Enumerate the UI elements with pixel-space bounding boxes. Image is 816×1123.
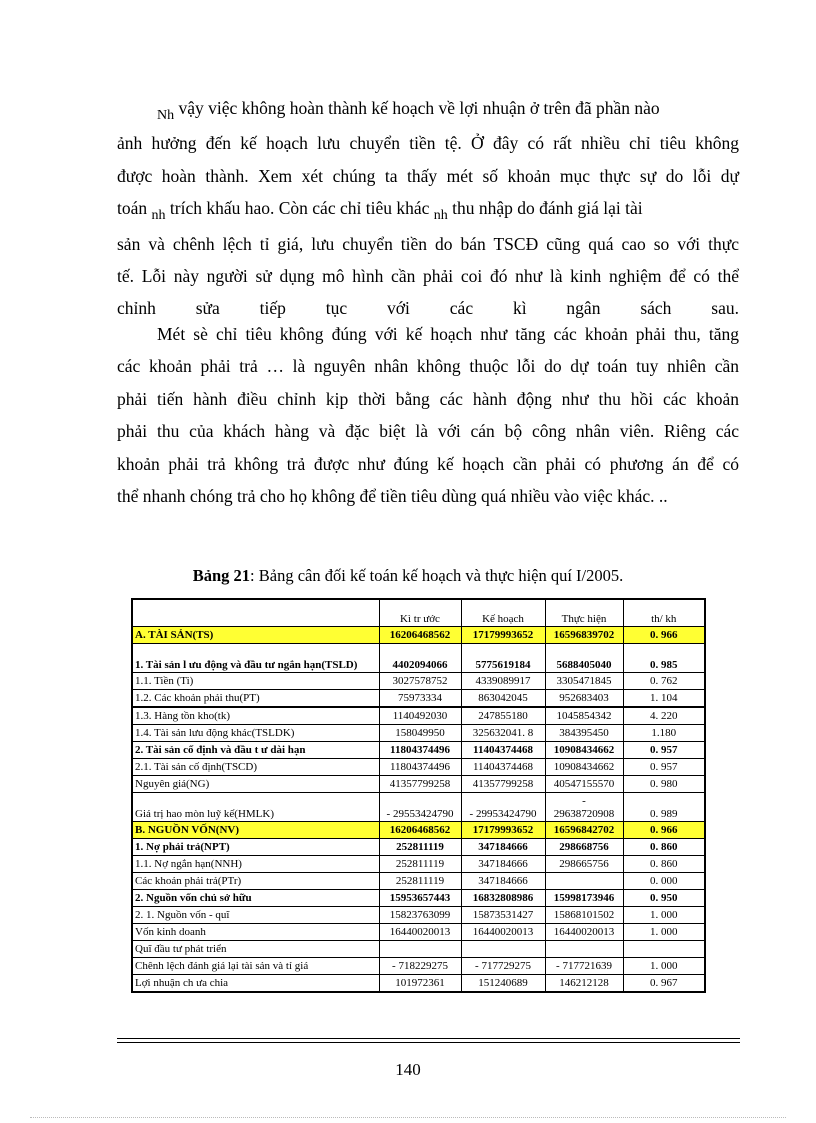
balance-sheet-table [131, 598, 706, 993]
value-cell: 11404374468 [461, 742, 545, 759]
table-caption [0, 566, 816, 586]
value-cell: 41357799258 [461, 776, 545, 793]
header-cell: Kì tr ước [379, 599, 461, 627]
table-row [132, 907, 705, 924]
value-cell: 11804374496 [379, 759, 461, 776]
table-row [132, 958, 705, 975]
value-cell: 0. 980 [623, 776, 705, 793]
value-cell: 16832808986 [461, 890, 545, 907]
value-cell [461, 941, 545, 958]
footer-rule-top [117, 1038, 740, 1039]
paragraph-1-line-2: ảnh hưởng đến kế hoạch lưu chuyển tiền tệ. Ở đây có rất nhiều chỉ tiêu không [117, 133, 739, 154]
table-row [132, 707, 705, 725]
header-cell [132, 599, 379, 627]
caption-text: : Bảng cân đối kế toán kế hoạch và thực hiện quí I/2005. [250, 566, 624, 585]
value-cell: 5775619184 [461, 644, 545, 673]
row-label-cell: 1.2. Các khoản phải thu(PT) [132, 690, 379, 708]
value-cell: 15873531427 [461, 907, 545, 924]
table-header-row [132, 599, 705, 627]
value-cell: 146212128 [545, 975, 623, 993]
row-label-cell: 1.1. Nợ ngắn hạn(NNH) [132, 856, 379, 873]
row-label-cell: 1.4. Tài sản lưu động khác(TSLDK) [132, 725, 379, 742]
paragraph-1-line-7: chỉnh sửa tiếp tục với các kì ngân sách sau. [117, 298, 739, 319]
glyph-nh: nh [433, 208, 448, 224]
header-cell: Kế hoạch [461, 599, 545, 627]
footer-rule-bottom [117, 1042, 740, 1043]
value-cell: 0. 966 [623, 627, 705, 644]
value-cell: 952683403 [545, 690, 623, 708]
value-cell: 298668756 [545, 839, 623, 856]
value-cell: 1045854342 [545, 707, 623, 725]
value-cell: 347184666 [461, 856, 545, 873]
value-cell: 17179993652 [461, 627, 545, 644]
value-cell: 384395450 [545, 725, 623, 742]
paragraph-1-line-6: tế. Lỗi này người sử dụng mô hình cần phải coi đó như là kinh nghiệm để có thể [117, 266, 739, 287]
value-cell: 0. 989 [623, 793, 705, 822]
value-cell: 16596842702 [545, 822, 623, 839]
table-body [132, 599, 705, 992]
row-label-cell: 2. 1. Nguồn vốn - quĩ [132, 907, 379, 924]
row-label-cell: 1.3. Hàng tồn kho(tk) [132, 707, 379, 725]
value-cell: 10908434662 [545, 759, 623, 776]
table-row [132, 793, 705, 822]
table-row [132, 975, 705, 993]
value-cell: 1. 000 [623, 924, 705, 941]
value-cell: 1. 104 [623, 690, 705, 708]
row-label-cell: B. NGUỒN VỐN(NV) [132, 822, 379, 839]
value-cell: 3027578752 [379, 673, 461, 690]
paragraph-2-line-4: phải thu của khách hàng và đặc biệt là với cán bộ công nhân viên. Riêng các [117, 421, 739, 442]
value-cell: - 717729275 [461, 958, 545, 975]
row-label-cell: Quĩ đầu tư phát triển [132, 941, 379, 958]
value-cell: 1.180 [623, 725, 705, 742]
value-cell: - 29638720908 [545, 793, 623, 822]
paragraph-2 [117, 318, 739, 512]
paragraph-1-line-1 [117, 92, 739, 127]
table-row [132, 759, 705, 776]
value-cell: 1. 000 [623, 907, 705, 924]
table-row [132, 941, 705, 958]
value-cell: 252811119 [379, 839, 461, 856]
value-cell: 16440020013 [461, 924, 545, 941]
table-row [132, 673, 705, 690]
page-edge-dotted-line [30, 1117, 786, 1118]
table-row [132, 644, 705, 673]
row-label-cell: A. TÀI SẢN(TS) [132, 627, 379, 644]
value-cell: 5688405040 [545, 644, 623, 673]
paragraph-2-line-3: phải tiến hành điều chỉnh kịp thời bằng các hành động như thu hồi các khoản [117, 388, 739, 409]
value-cell: 4. 220 [623, 707, 705, 725]
paragraph-1-line-5: sản và chênh lệch tỉ giá, lưu chuyển tiền do bán TSCĐ cũng quá cao so với thực [117, 233, 739, 254]
table-row [132, 822, 705, 839]
value-cell: 347184666 [461, 873, 545, 890]
value-cell: 75973334 [379, 690, 461, 708]
value-cell: 40547155570 [545, 776, 623, 793]
table-row [132, 776, 705, 793]
paragraph-2-line-5: khoản phải trả không trả được như đúng kế hoạch cần phải có phương án để có [117, 453, 739, 474]
value-cell: 16206468562 [379, 822, 461, 839]
value-cell: 325632041. 8 [461, 725, 545, 742]
value-cell: 15998173946 [545, 890, 623, 907]
value-cell: 10908434662 [545, 742, 623, 759]
value-cell [545, 873, 623, 890]
value-cell: 11404374468 [461, 759, 545, 776]
caption-label: Bảng 21 [192, 566, 251, 585]
value-cell: 0. 950 [623, 890, 705, 907]
value-cell: 252811119 [379, 873, 461, 890]
row-label-cell: Vốn kinh doanh [132, 924, 379, 941]
value-cell: - 718229275 [379, 958, 461, 975]
value-cell: 101972361 [379, 975, 461, 993]
table-row [132, 627, 705, 644]
paragraph-2-line-2: các khoản phải trả … là nguyên nhân không thuộc lỗi do dự toán tuy nhiên cần [117, 356, 739, 377]
paragraph-2-line-1: Mét sè chỉ tiêu không đúng với kế hoạch như tăng các khoản phải thu, tăng [157, 324, 739, 344]
value-cell: 347184666 [461, 839, 545, 856]
value-cell: 16596839702 [545, 627, 623, 644]
value-cell: 0. 957 [623, 742, 705, 759]
value-cell: 0. 000 [623, 873, 705, 890]
table-row [132, 742, 705, 759]
row-label-cell: 1. Tài sản l ưu động và đầu tư ngắn hạn(TSLD) [132, 644, 379, 673]
paragraph-2-line-6: thể nhanh chóng trả cho họ không để tiền tiêu dùng quá nhiều vào việc khác. .. [117, 486, 668, 507]
value-cell [379, 941, 461, 958]
value-cell: 15953657443 [379, 890, 461, 907]
value-cell [545, 941, 623, 958]
value-cell: 16440020013 [379, 924, 461, 941]
glyph-nh: Nh [157, 108, 175, 123]
row-label-cell: 2. Nguồn vốn chủ sở hữu [132, 890, 379, 907]
value-cell: 0. 957 [623, 759, 705, 776]
row-label-cell: Lợi nhuận ch ưa chia [132, 975, 379, 993]
text-run: trích khấu hao. Còn các chỉ tiêu khác [165, 198, 434, 219]
table-row [132, 890, 705, 907]
value-cell: - 717721639 [545, 958, 623, 975]
value-cell: 0. 860 [623, 839, 705, 856]
value-cell: 151240689 [461, 975, 545, 993]
value-cell: 863042045 [461, 690, 545, 708]
value-cell: 15823763099 [379, 907, 461, 924]
value-cell: 0. 762 [623, 673, 705, 690]
row-label-cell: Nguyên giá(NG) [132, 776, 379, 793]
value-cell [623, 941, 705, 958]
table-row [132, 924, 705, 941]
value-cell: 11804374496 [379, 742, 461, 759]
paragraph-1-line-3: được hoàn thành. Xem xét chúng ta thấy mét số khoản mục thực sự do lỗi dự [117, 165, 739, 186]
value-cell: 298665756 [545, 856, 623, 873]
value-cell: 247855180 [461, 707, 545, 725]
header-cell: Thực hiện [545, 599, 623, 627]
table-row [132, 856, 705, 873]
value-cell: - 29953424790 [461, 793, 545, 822]
value-cell: 41357799258 [379, 776, 461, 793]
glyph-nh: nh [151, 208, 166, 224]
value-cell: 15868101502 [545, 907, 623, 924]
value-cell: 0. 985 [623, 644, 705, 673]
row-label-cell: Giá trị hao mòn luỹ kế(HMLK) [132, 793, 379, 822]
value-cell: 16206468562 [379, 627, 461, 644]
table-row [132, 839, 705, 856]
value-cell: 16440020013 [545, 924, 623, 941]
value-cell: 158049950 [379, 725, 461, 742]
row-label-cell: Chênh lệch đánh giá lại tài sản và tỉ giá [132, 958, 379, 975]
value-cell: 252811119 [379, 856, 461, 873]
row-label-cell: 1.1. Tiền (Ti) [132, 673, 379, 690]
text-run: thu nhập do đánh giá lại tài [447, 198, 643, 219]
row-label-cell: 1. Nợ phải trả(NPT) [132, 839, 379, 856]
value-cell: 4402094066 [379, 644, 461, 673]
value-cell: 0. 966 [623, 822, 705, 839]
value-cell: 3305471845 [545, 673, 623, 690]
table-row [132, 690, 705, 708]
page-number: 140 [395, 1060, 421, 1079]
text-run: vậy việc không hoàn thành kế hoạch về lợi nhuận ở trên đã phần nào [174, 98, 660, 118]
paragraph-1-line-4 [117, 192, 739, 227]
value-cell: 1140492030 [379, 707, 461, 725]
paragraph-1 [117, 92, 739, 325]
value-cell: 0. 860 [623, 856, 705, 873]
value-cell: 4339089917 [461, 673, 545, 690]
value-cell: - 29553424790 [379, 793, 461, 822]
header-cell: th/ kh [623, 599, 705, 627]
row-label-cell: 2.1. Tài sản cố định(TSCD) [132, 759, 379, 776]
value-cell: 1. 000 [623, 958, 705, 975]
text-run: toán [117, 198, 152, 219]
value-cell: 17179993652 [461, 822, 545, 839]
row-label-cell: Các khoản phải trả(PTr) [132, 873, 379, 890]
table-row [132, 725, 705, 742]
value-cell: 0. 967 [623, 975, 705, 993]
row-label-cell: 2. Tài sản cố định và đầu t ư dài hạn [132, 742, 379, 759]
table-row [132, 873, 705, 890]
